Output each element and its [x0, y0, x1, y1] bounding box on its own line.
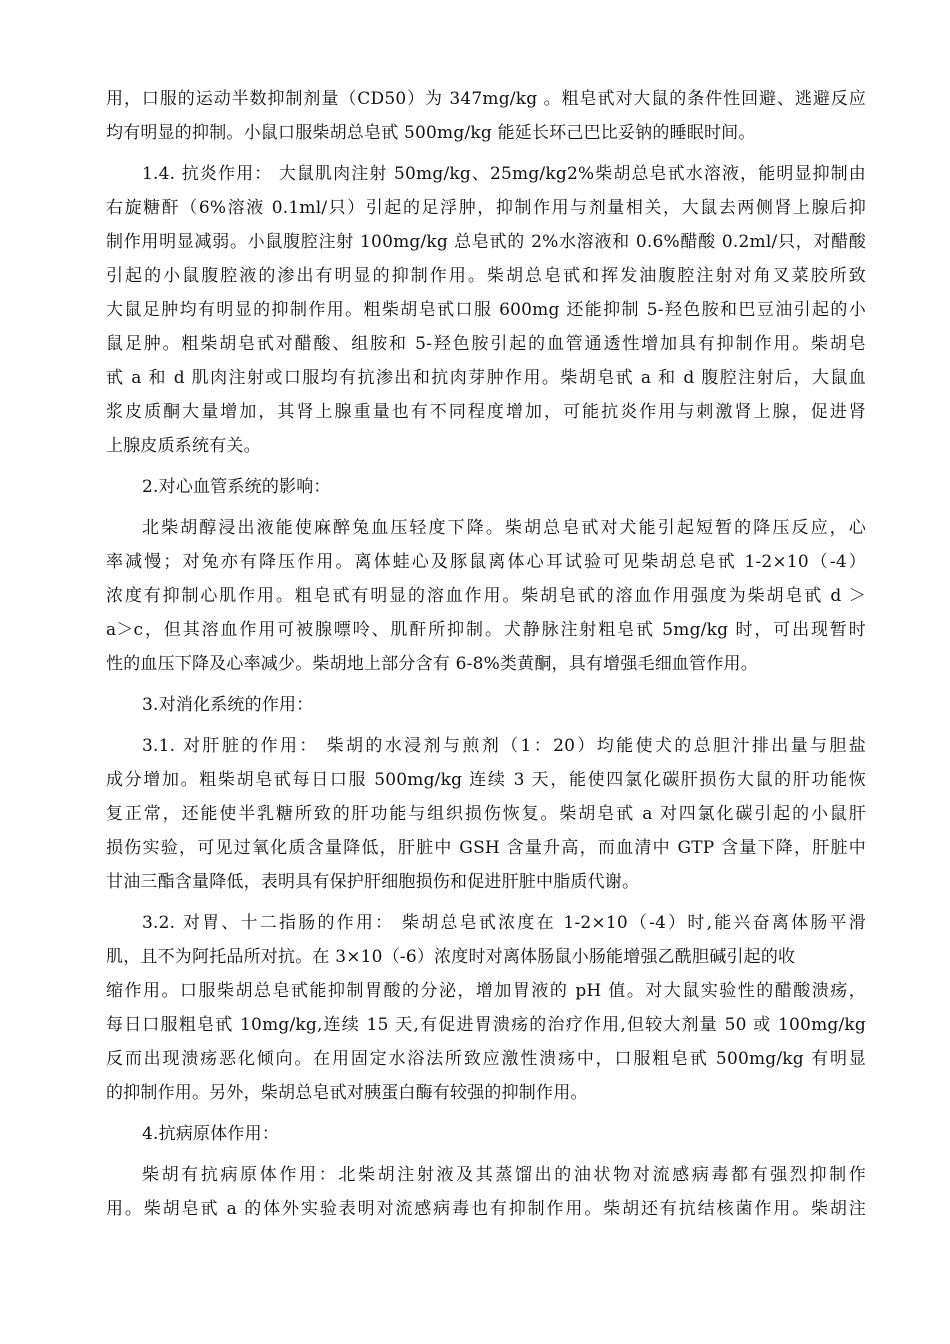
text-line: a＞c，但其溶血作用可被腺嘌呤、肌酐所抑制。犬静脉注射粗皂甙 5mg/kg 时，可出现暂时	[106, 620, 866, 640]
text-line: 损伤实验，可见过氧化质含量降低，肝脏中 GSH 含量升高，而血清中 GTP 含量下降，肝脏中	[106, 838, 866, 858]
text-line: 制作用明显减弱。小鼠腹腔注射 100mg/kg 总皂甙的 2%水溶液和 0.6%醋酸 0.2ml/只，对醋酸	[106, 232, 866, 252]
text-line: 3.2. 对胃、十二指肠的作用： 柴胡总皂甙浓度在 1-2×10（-4）时,能兴奋离体肠平滑	[142, 913, 866, 933]
text-line: 每日口服粗皂甙 10mg/kg,连续 15 天,有促进胃溃疡的治疗作用,但较大剂量 50 或 100mg/kg	[106, 1015, 866, 1035]
text-line: 3.对消化系统的作用：	[142, 695, 314, 715]
text-line: 复正常，还能使半乳糖所致的肝功能与组织损伤恢复。柴胡皂甙 a 对四氯化碳引起的小鼠肝	[106, 804, 866, 824]
text-line: 北柴胡醇浸出液能使麻醉兔血压轻度下降。柴胡总皂甙对犬能引起短暂的降压反应，心	[142, 518, 866, 538]
text-line: 1.4. 抗炎作用： 大鼠肌肉注射 50mg/kg、25mg/kg2%柴胡总皂甙水溶液，能明显抑制由	[142, 164, 866, 184]
text-line: 4.抗病原体作用：	[142, 1124, 280, 1144]
text-line: 柴胡有抗病原体作用：北柴胡注射液及其蒸馏出的油状物对流感病毒都有强烈抑制作	[142, 1165, 866, 1185]
text-line: 性的血压下降及心率减少。柴胡地上部分含有 6-8%类黄酮，具有增强毛细血管作用。	[106, 654, 758, 674]
text-line: 鼠足肿。粗柴胡皂甙对醋酸、组胺和 5-羟色胺引起的血管通透性增加具有抑制作用。柴胡皂	[106, 334, 866, 354]
text-line: 甘油三酯含量降低，表明具有保护肝细胞损伤和促进肝脏中脂质代谢。	[106, 872, 640, 892]
text-line: 肌，且不为阿托品所对抗。在 3×10（-6）浓度时对离体肠鼠小肠能增强乙酰胆碱引起的收	[106, 947, 796, 967]
text-line: 浓度有抑制心肌作用。粗皂甙有明显的溶血作用。柴胡皂甙的溶血作用强度为柴胡皂甙 d ＞	[106, 586, 866, 606]
document-body	[106, 82, 866, 1226]
text-line: 均有明显的抑制。小鼠口服柴胡总皂甙 500mg/kg 能延长环己巴比妥钠的睡眠时间。	[106, 123, 756, 143]
text-line: 3.1. 对肝脏的作用： 柴胡的水浸剂与煎剂（1：20）均能使犬的总胆汁排出量与胆盐	[142, 736, 866, 756]
text-line: 用，口服的运动半数抑制剂量（CD50）为 347mg/kg 。粗皂甙对大鼠的条件性回避、逃避反应	[106, 89, 866, 109]
text-line: 用。柴胡皂甙 a 的体外实验表明对流感病毒也有抑制作用。柴胡还有抗结核菌作用。柴胡注	[106, 1199, 866, 1219]
text-line: 右旋糖酐（6%溶液 0.1ml/只）引起的足浮肿，抑制作用与剂量相关，大鼠去两侧肾上腺后抑	[106, 198, 866, 218]
text-line: 2.对心血管系统的影响：	[142, 477, 331, 497]
text-line: 浆皮质酮大量增加，其肾上腺重量也有不同程度增加，可能抗炎作用与刺激肾上腺，促进肾	[106, 402, 866, 422]
text-line: 率减慢；对兔亦有降压作用。离体蛙心及豚鼠离体心耳试验可见柴胡总皂甙 1-2×10（-4）	[106, 552, 866, 572]
text-line: 反而出现溃疡恶化倾向。在用固定水浴法所致应激性溃疡中，口服粗皂甙 500mg/kg 有明显	[106, 1049, 866, 1069]
text-line: 缩作用。口服柴胡总皂甙能抑制胃酸的分泌，增加胃液的 pH 值。对大鼠实验性的醋酸溃疡，	[106, 981, 866, 1001]
text-line: 的抑制作用。另外，柴胡总皂甙对胰蛋白酶有较强的抑制作用。	[106, 1083, 588, 1103]
text-line: 成分增加。粗柴胡皂甙每日口服 500mg/kg 连续 3 天，能使四氯化碳肝损伤大鼠的肝功能恢	[106, 770, 866, 790]
text-line: 引起的小鼠腹腔液的渗出有明显的抑制作用。柴胡总皂甙和挥发油腹腔注射对角叉菜胶所致	[106, 266, 866, 286]
text-line: 大鼠足肿均有明显的抑制作用。粗柴胡皂甙口服 600mg 还能抑制 5-羟色胺和巴豆油引起的小	[106, 300, 866, 320]
text-line: 上腺皮质系统有关。	[106, 436, 261, 456]
text-line: 甙 a 和 d 肌肉注射或口服均有抗渗出和抗肉芽肿作用。柴胡皂甙 a 和 d 腹腔注射后，大鼠血	[106, 368, 866, 388]
